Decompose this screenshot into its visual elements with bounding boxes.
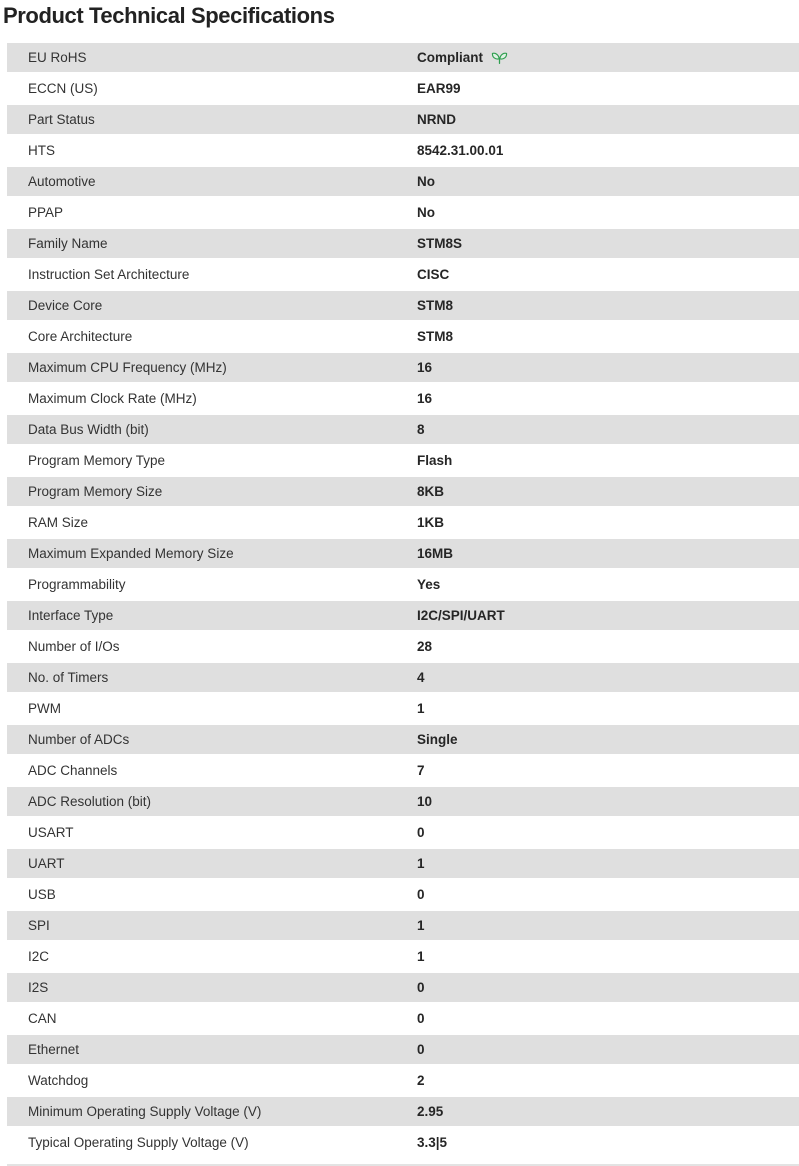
spec-value: 0 xyxy=(417,825,425,840)
spec-value-wrap xyxy=(417,1073,425,1088)
spec-value-wrap xyxy=(417,422,425,437)
spec-value: STM8 xyxy=(417,298,454,313)
spec-value: 16MB xyxy=(417,546,454,561)
spec-value-wrap xyxy=(417,329,453,344)
spec-value-wrap xyxy=(417,1104,443,1119)
spec-row xyxy=(7,291,799,320)
spec-label: HTS xyxy=(28,143,55,158)
spec-row xyxy=(7,880,799,909)
spec-label: No. of Timers xyxy=(28,670,109,685)
spec-row xyxy=(7,136,799,165)
spec-row xyxy=(7,694,799,723)
spec-label: USB xyxy=(28,887,56,902)
spec-value: 3.3|5 xyxy=(417,1135,448,1150)
spec-value-wrap xyxy=(417,732,458,747)
spec-value-wrap xyxy=(417,515,444,530)
spec-row xyxy=(7,973,799,1002)
spec-value-wrap xyxy=(417,50,508,65)
spec-label: Program Memory Size xyxy=(28,484,163,499)
spec-label: Watchdog xyxy=(28,1073,89,1088)
spec-label: ECCN (US) xyxy=(28,81,98,96)
spec-value: STM8 xyxy=(417,329,454,344)
spec-value: Single xyxy=(417,732,458,747)
spec-value: 0 xyxy=(417,980,425,995)
spec-row xyxy=(7,570,799,599)
spec-value: 8 xyxy=(417,422,425,437)
spec-value: NRND xyxy=(417,112,456,127)
spec-row xyxy=(7,43,799,72)
spec-value: 7 xyxy=(417,763,425,778)
spec-label: Minimum Operating Supply Voltage (V) xyxy=(28,1104,262,1119)
spec-label: Maximum Expanded Memory Size xyxy=(28,546,234,561)
spec-row xyxy=(7,229,799,258)
spec-row xyxy=(7,105,799,134)
spec-value-wrap xyxy=(417,763,425,778)
page-title: Product Technical Specifications xyxy=(3,3,335,28)
spec-row xyxy=(7,601,799,630)
spec-row xyxy=(7,508,799,537)
spec-value: 10 xyxy=(417,794,433,809)
spec-value-wrap xyxy=(417,453,452,468)
spec-value-wrap xyxy=(417,267,449,282)
spec-label: PWM xyxy=(28,701,61,716)
spec-value: Yes xyxy=(417,577,441,592)
spec-row xyxy=(7,1004,799,1033)
spec-value-wrap xyxy=(417,236,462,251)
spec-row xyxy=(7,353,799,382)
spec-value: EAR99 xyxy=(417,81,461,96)
spec-value: 1KB xyxy=(417,515,445,530)
spec-row xyxy=(7,322,799,351)
spec-row xyxy=(7,911,799,940)
spec-row xyxy=(7,1097,799,1126)
spec-value: 28 xyxy=(417,639,433,654)
spec-value: I2C/SPI/UART xyxy=(417,608,505,623)
spec-row xyxy=(7,539,799,568)
spec-value-wrap xyxy=(417,546,453,561)
spec-label: CAN xyxy=(28,1011,57,1026)
spec-value: CISC xyxy=(417,267,450,282)
spec-value: Flash xyxy=(417,453,453,468)
spec-value-wrap xyxy=(417,980,425,995)
spec-label: Programmability xyxy=(28,577,126,592)
spec-value: 1 xyxy=(417,949,425,964)
spec-row xyxy=(7,756,799,785)
spec-label: Number of I/Os xyxy=(28,639,120,654)
spec-label: Instruction Set Architecture xyxy=(28,267,190,282)
spec-value-wrap xyxy=(417,918,425,933)
spec-value-wrap xyxy=(417,360,432,375)
spec-label: Typical Operating Supply Voltage (V) xyxy=(28,1135,249,1150)
spec-value-wrap xyxy=(417,1135,447,1150)
spec-value: No xyxy=(417,174,435,189)
spec-value-wrap xyxy=(417,887,425,902)
spec-label: RAM Size xyxy=(28,515,89,530)
spec-value-wrap xyxy=(417,1011,425,1026)
spec-row xyxy=(7,1128,799,1157)
spec-value-wrap xyxy=(417,670,425,685)
spec-value-wrap xyxy=(417,701,425,716)
spec-value: 0 xyxy=(417,887,425,902)
spec-row xyxy=(7,415,799,444)
spec-row xyxy=(7,725,799,754)
rohs-leaf-icon[interactable] xyxy=(491,51,508,65)
spec-value-wrap xyxy=(417,608,505,623)
spec-value: STM8S xyxy=(417,236,463,251)
spec-value-wrap xyxy=(417,856,425,871)
spec-row xyxy=(7,663,799,692)
spec-label: Program Memory Type xyxy=(28,453,166,468)
spec-row xyxy=(7,198,799,227)
spec-label: Device Core xyxy=(28,298,103,313)
spec-row xyxy=(7,1035,799,1064)
spec-value-wrap xyxy=(417,298,453,313)
spec-row xyxy=(7,446,799,475)
spec-value-wrap xyxy=(417,1042,425,1057)
spec-value-wrap xyxy=(417,81,461,96)
spec-label: ADC Resolution (bit) xyxy=(28,794,152,809)
spec-row xyxy=(7,787,799,816)
spec-value: 16 xyxy=(417,360,433,375)
spec-label: I2C xyxy=(28,949,50,964)
spec-value-wrap xyxy=(417,825,425,840)
spec-value: 0 xyxy=(417,1011,425,1026)
spec-row xyxy=(7,477,799,506)
spec-label: ADC Channels xyxy=(28,763,118,778)
spec-value-wrap xyxy=(417,391,432,406)
spec-value-wrap xyxy=(417,174,435,189)
spec-value: 16 xyxy=(417,391,433,406)
spec-value: 2.95 xyxy=(417,1104,444,1119)
spec-row xyxy=(7,849,799,878)
spec-label: Family Name xyxy=(28,236,108,251)
spec-label: Core Architecture xyxy=(28,329,133,344)
spec-value-wrap xyxy=(417,794,432,809)
spec-value-wrap xyxy=(417,949,425,964)
spec-label: PPAP xyxy=(28,205,64,220)
spec-value-wrap xyxy=(417,639,432,654)
spec-value-wrap xyxy=(417,577,440,592)
spec-row xyxy=(7,167,799,196)
spec-label: Data Bus Width (bit) xyxy=(28,422,149,437)
spec-value: 2 xyxy=(417,1073,425,1088)
spec-value: 8542.31.00.01 xyxy=(417,143,504,158)
spec-row xyxy=(7,260,799,289)
spec-value-wrap xyxy=(417,484,444,499)
spec-label: EU RoHS xyxy=(28,50,87,65)
spec-row xyxy=(7,384,799,413)
spec-label: Maximum Clock Rate (MHz) xyxy=(28,391,197,406)
spec-value-wrap xyxy=(417,112,456,127)
spec-label: UART xyxy=(28,856,65,871)
spec-table xyxy=(7,43,799,1157)
spec-value: 1 xyxy=(417,918,425,933)
spec-value: Compliant xyxy=(417,50,483,65)
spec-value: 8KB xyxy=(417,484,445,499)
spec-value: No xyxy=(417,205,435,220)
spec-label: SPI xyxy=(28,918,50,933)
spec-row xyxy=(7,74,799,103)
spec-row xyxy=(7,1066,799,1095)
spec-value: 1 xyxy=(417,701,425,716)
spec-row xyxy=(7,942,799,971)
spec-value-wrap xyxy=(417,143,503,158)
spec-label: USART xyxy=(28,825,74,840)
spec-label: Automotive xyxy=(28,174,96,189)
spec-label: I2S xyxy=(28,980,49,995)
spec-value: 0 xyxy=(417,1042,425,1057)
spec-value: 1 xyxy=(417,856,425,871)
spec-label: Interface Type xyxy=(28,608,114,623)
spec-value-wrap xyxy=(417,205,435,220)
spec-row xyxy=(7,632,799,661)
spec-label: Number of ADCs xyxy=(28,732,130,747)
spec-label: Maximum CPU Frequency (MHz) xyxy=(28,360,227,375)
spec-label: Ethernet xyxy=(28,1042,80,1057)
spec-value: 4 xyxy=(417,670,425,685)
spec-row xyxy=(7,818,799,847)
spec-label: Part Status xyxy=(28,112,95,127)
